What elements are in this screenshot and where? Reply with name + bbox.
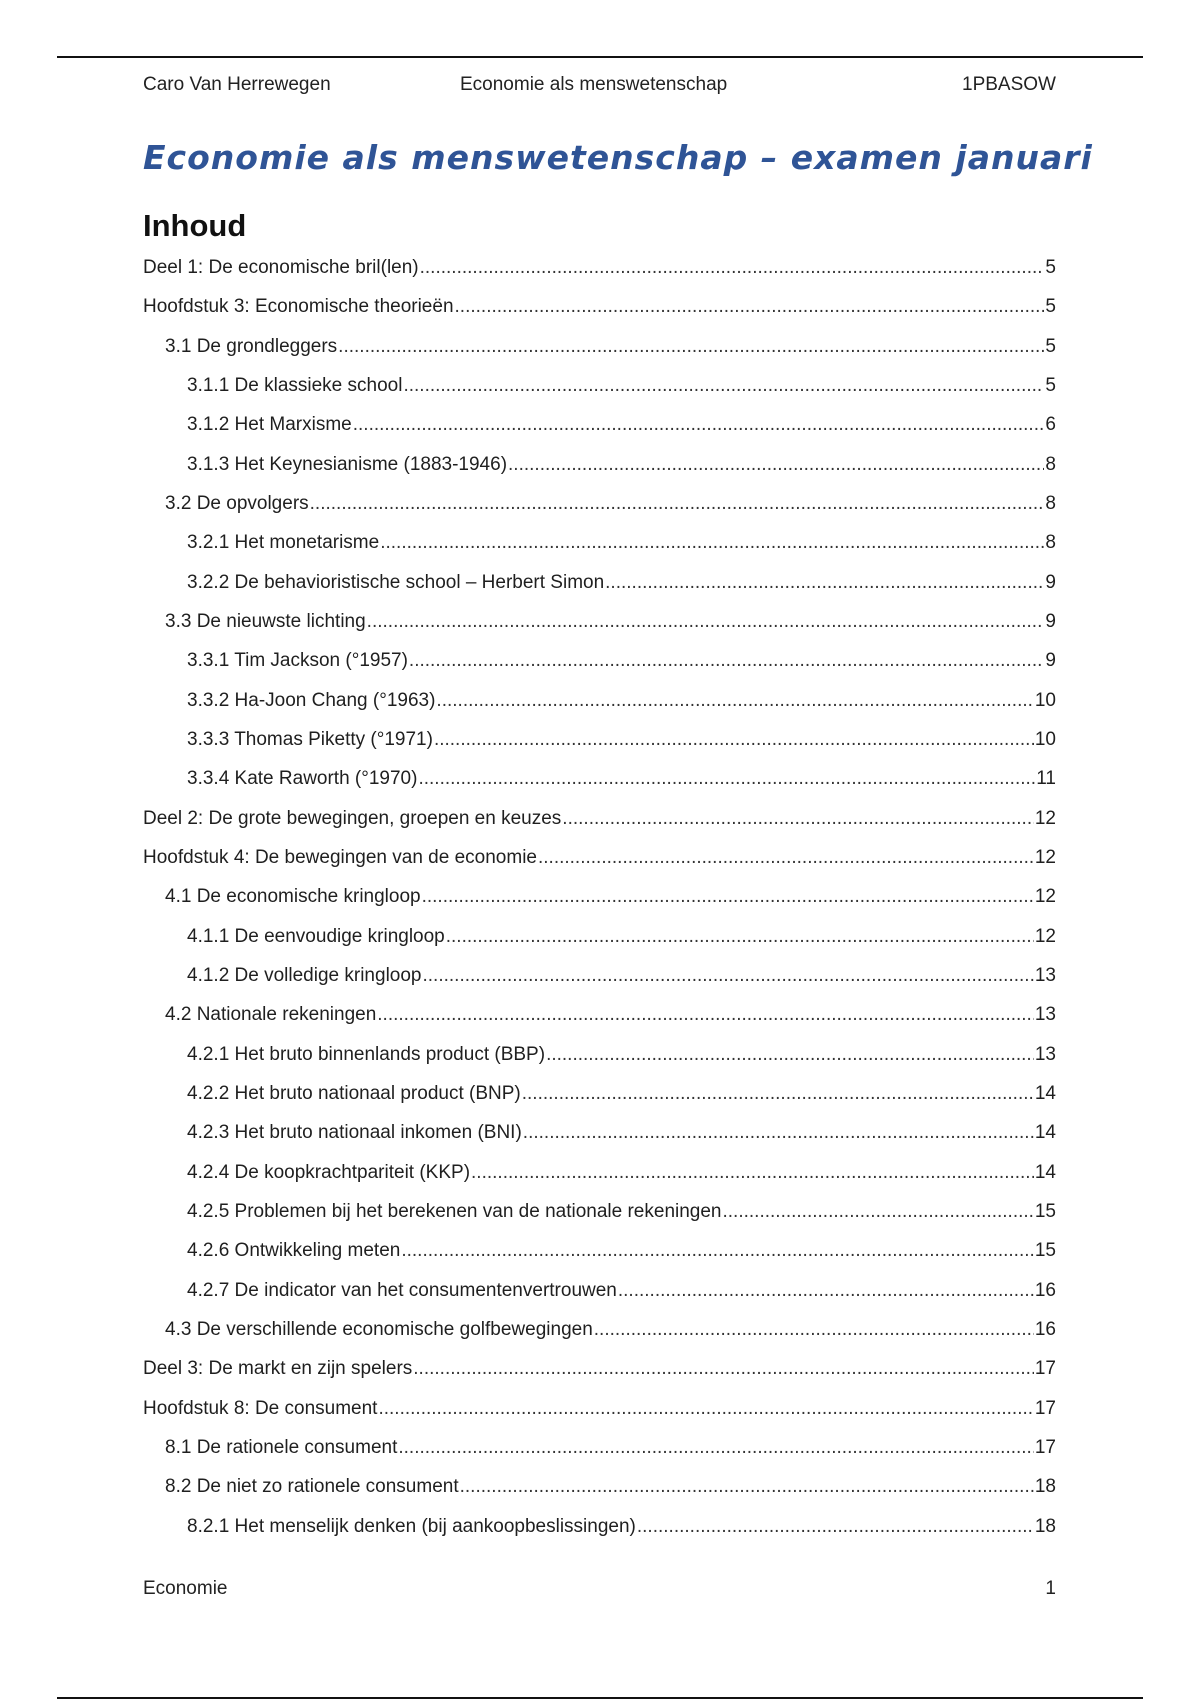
toc-entry-page: 13	[1034, 964, 1056, 986]
toc-entry-page: 5	[1045, 296, 1056, 318]
toc-entry[interactable]	[143, 611, 1056, 650]
toc-entry[interactable]	[143, 1201, 1056, 1240]
toc-entry-label: 3.1.1 De klassieke school	[187, 374, 403, 396]
toc-leader-dots	[605, 572, 1044, 594]
toc-leader-dots	[423, 965, 1034, 987]
toc-entry-page: 17	[1034, 1358, 1056, 1380]
toc-entry-page: 12	[1034, 846, 1056, 868]
toc-heading: Inhoud	[143, 208, 247, 243]
toc-entry[interactable]	[143, 1437, 1056, 1476]
toc-entry-page: 9	[1045, 571, 1056, 593]
toc-entry-page: 6	[1045, 414, 1056, 436]
toc-entry[interactable]	[143, 493, 1056, 532]
header-author: Caro Van Herrewegen	[143, 74, 331, 95]
toc-leader-dots	[460, 1476, 1034, 1498]
toc-leader-dots	[434, 729, 1034, 751]
toc-entry-label: 4.1 De economische kringloop	[165, 886, 421, 908]
toc-entry[interactable]	[143, 572, 1056, 611]
toc-entry-label: Hoofdstuk 3: Economische theorieën	[143, 296, 454, 318]
toc-entry-label: Hoofdstuk 4: De bewegingen van de economie	[143, 846, 537, 868]
toc-entry[interactable]	[143, 965, 1056, 1004]
toc-leader-dots	[413, 1358, 1034, 1380]
toc-entry-label: 4.2.5 Problemen bij het berekenen van de nationale rekeningen	[187, 1200, 722, 1222]
toc-leader-dots	[338, 336, 1044, 358]
toc-entry-page: 16	[1034, 1279, 1056, 1301]
toc-entry-label: 3.3.2 Ha-Joon Chang (°1963)	[187, 689, 436, 711]
toc-entry-page: 15	[1034, 1240, 1056, 1262]
toc-entry-page: 15	[1034, 1200, 1056, 1222]
toc-leader-dots	[455, 296, 1045, 318]
toc-entry-label: 3.2 De opvolgers	[165, 492, 309, 514]
toc-leader-dots	[310, 493, 1045, 515]
toc-entry-page: 8	[1045, 453, 1056, 475]
toc-entry-label: 3.2.1 Het monetarisme	[187, 532, 380, 554]
toc-entry[interactable]	[143, 1122, 1056, 1161]
table-of-contents	[143, 257, 1056, 1555]
toc-entry-label: Deel 3: De markt en zijn spelers	[143, 1358, 413, 1380]
toc-entry-page: 13	[1034, 1004, 1056, 1026]
toc-entry-label: 8.2.1 Het menselijk denken (bij aankoopbeslissingen)	[187, 1515, 636, 1537]
toc-entry-page: 14	[1034, 1161, 1056, 1183]
toc-entry-label: 4.3 De verschillende economische golfbewegingen	[165, 1318, 593, 1340]
toc-entry-label: Deel 2: De grote bewegingen, groepen en keuzes	[143, 807, 562, 829]
header-code: 1PBASOW	[962, 74, 1056, 95]
toc-entry[interactable]	[143, 768, 1056, 807]
toc-entry-page: 5	[1045, 335, 1056, 357]
toc-entry[interactable]	[143, 926, 1056, 965]
toc-entry[interactable]	[143, 1358, 1056, 1397]
toc-entry-page: 12	[1034, 925, 1056, 947]
toc-entry[interactable]	[143, 650, 1056, 689]
toc-entry-page: 12	[1034, 886, 1056, 908]
toc-entry-label: 8.1 De rationele consument	[165, 1436, 398, 1458]
toc-leader-dots	[522, 1083, 1034, 1105]
toc-entry[interactable]	[143, 1004, 1056, 1043]
toc-leader-dots	[546, 1044, 1034, 1066]
toc-entry[interactable]	[143, 1162, 1056, 1201]
toc-entry[interactable]	[143, 1398, 1056, 1437]
toc-entry-label: 3.2.2 De behavioristische school – Herbert Simon	[187, 571, 605, 593]
toc-leader-dots	[378, 1398, 1033, 1420]
toc-entry-label: 3.1.2 Het Marxisme	[187, 414, 352, 436]
toc-entry-page: 16	[1034, 1318, 1056, 1340]
toc-entry-label: 4.1.1 De eenvoudige kringloop	[187, 925, 445, 947]
toc-entry-page: 10	[1034, 728, 1056, 750]
toc-entry[interactable]	[143, 886, 1056, 925]
toc-entry-label: 4.2.4 De koopkrachtpariteit (KKP)	[187, 1161, 471, 1183]
toc-entry-label: 4.2.3 Het bruto nationaal inkomen (BNI)	[187, 1122, 522, 1144]
toc-entry-label: 4.2.6 Ontwikkeling meten	[187, 1240, 401, 1262]
toc-entry-page: 17	[1034, 1436, 1056, 1458]
toc-entry[interactable]	[143, 1516, 1056, 1555]
toc-leader-dots	[594, 1319, 1034, 1341]
toc-leader-dots	[538, 847, 1034, 869]
page-number: 1	[1045, 1578, 1056, 1599]
toc-entry-label: 3.1 De grondleggers	[165, 335, 338, 357]
toc-leader-dots	[377, 1004, 1034, 1026]
toc-leader-dots	[353, 414, 1045, 436]
toc-entry-label: 8.2 De niet zo rationele consument	[165, 1476, 459, 1498]
toc-entry-label: 4.2.1 Het bruto binnenlands product (BBP)	[187, 1043, 546, 1065]
toc-entry-page: 12	[1034, 807, 1056, 829]
toc-entry-label: 3.3.1 Tim Jackson (°1957)	[187, 650, 408, 672]
toc-entry[interactable]	[143, 454, 1056, 493]
toc-entry-label: Hoofdstuk 8: De consument	[143, 1397, 378, 1419]
toc-leader-dots	[436, 690, 1033, 712]
toc-entry-page: 14	[1034, 1082, 1056, 1104]
toc-entry-page: 8	[1045, 492, 1056, 514]
toc-entry[interactable]	[143, 532, 1056, 571]
toc-entry[interactable]	[143, 257, 1056, 296]
footer-rule	[57, 1697, 1143, 1699]
toc-leader-dots	[422, 886, 1034, 908]
toc-entry-label: Deel 1: De economische bril(len)	[143, 257, 419, 278]
toc-entry-page: 9	[1045, 650, 1056, 672]
toc-leader-dots	[637, 1516, 1034, 1538]
toc-entry-page: 5	[1045, 374, 1056, 396]
toc-entry-label: 3.3.3 Thomas Piketty (°1971)	[187, 728, 433, 750]
toc-leader-dots	[618, 1280, 1034, 1302]
toc-leader-dots	[471, 1162, 1034, 1184]
toc-entry-page: 14	[1034, 1122, 1056, 1144]
toc-leader-dots	[420, 257, 1045, 279]
toc-entry[interactable]	[143, 1044, 1056, 1083]
toc-leader-dots	[446, 926, 1034, 948]
header-rule	[57, 56, 1143, 58]
page-header	[143, 74, 1056, 100]
toc-leader-dots	[367, 611, 1045, 633]
toc-entry-label: 4.2.7 De indicator van het consumentenvertrouwen	[187, 1279, 617, 1301]
toc-leader-dots	[523, 1122, 1034, 1144]
toc-entry-page: 13	[1034, 1043, 1056, 1065]
toc-entry[interactable]	[143, 690, 1056, 729]
toc-entry-label: 4.2 Nationale rekeningen	[165, 1004, 377, 1026]
toc-entry[interactable]	[143, 847, 1056, 886]
toc-entry-page: 11	[1036, 768, 1056, 790]
toc-entry-page: 5	[1045, 257, 1056, 278]
toc-entry-label: 3.3.4 Kate Raworth (°1970)	[187, 768, 418, 790]
toc-leader-dots	[401, 1240, 1034, 1262]
toc-entry-label: 4.1.2 De volledige kringloop	[187, 964, 422, 986]
toc-leader-dots	[380, 532, 1044, 554]
toc-entry-label: 3.1.3 Het Keynesianisme (1883-1946)	[187, 453, 508, 475]
toc-entry[interactable]	[143, 1319, 1056, 1358]
toc-leader-dots	[398, 1437, 1033, 1459]
toc-leader-dots	[409, 650, 1045, 672]
toc-leader-dots	[723, 1201, 1034, 1223]
toc-leader-dots	[508, 454, 1044, 476]
toc-entry[interactable]	[143, 414, 1056, 453]
toc-entry[interactable]	[143, 1476, 1056, 1515]
toc-entry-page: 17	[1034, 1397, 1056, 1419]
toc-entry-label: 3.3 De nieuwste lichting	[165, 610, 366, 632]
toc-entry[interactable]	[143, 729, 1056, 768]
toc-entry[interactable]	[143, 1240, 1056, 1279]
toc-leader-dots	[418, 768, 1035, 790]
document-title: Economie als menswetenschap – examen januari	[143, 138, 1093, 177]
toc-entry-page: 8	[1045, 532, 1056, 554]
toc-entry[interactable]	[143, 1280, 1056, 1319]
toc-entry-page: 18	[1034, 1515, 1056, 1537]
toc-entry-label: 4.2.2 Het bruto nationaal product (BNP)	[187, 1082, 521, 1104]
header-course: Economie als menswetenschap	[460, 74, 728, 95]
toc-leader-dots	[403, 375, 1044, 397]
toc-leader-dots	[562, 808, 1034, 830]
toc-entry[interactable]	[143, 375, 1056, 414]
toc-entry[interactable]	[143, 296, 1056, 335]
toc-entry-page: 10	[1034, 689, 1056, 711]
toc-entry-page: 18	[1034, 1476, 1056, 1498]
footer-label: Economie	[143, 1578, 228, 1599]
toc-entry[interactable]	[143, 808, 1056, 847]
toc-entry[interactable]	[143, 1083, 1056, 1122]
toc-entry-page: 9	[1045, 610, 1056, 632]
toc-entry[interactable]	[143, 336, 1056, 375]
